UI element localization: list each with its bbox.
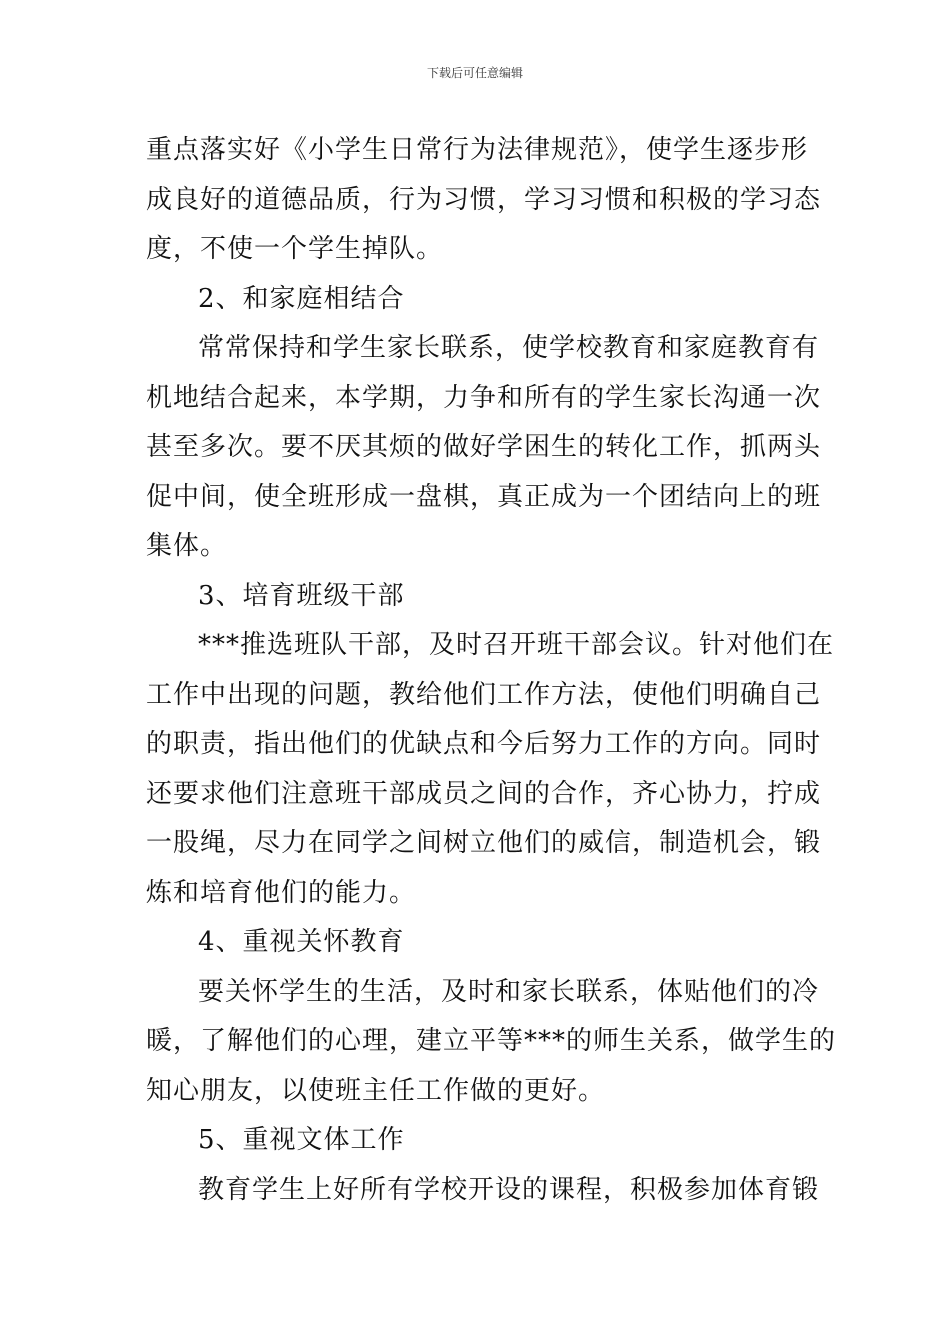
text-line: 一股绳，尽力在同学之间树立他们的威信，制造机会，锻 <box>146 828 822 858</box>
text-line: 重点落实好《小学生日常行为法律规范》，使学生逐步形 <box>146 135 809 165</box>
text-line: 机地结合起来，本学期，力争和所有的学生家长沟通一次 <box>146 382 822 413</box>
section-heading: 3、培育班级干部 <box>198 580 405 611</box>
text-line: 成良好的道德品质，行为习惯，学习习惯和积极的学习态 <box>146 184 822 215</box>
text-line: 度，不使一个学生掉队。 <box>146 234 444 264</box>
text-line: 促中间，使全班形成一盘棋，真正成为一个团结向上的班 <box>146 481 822 512</box>
text-line: 常常保持和学生家长联系，使学校教育和家庭教育有 <box>198 333 820 363</box>
text-line: 炼和培育他们的能力。 <box>146 877 417 908</box>
text-line: 工作中出现的问题，教给他们工作方法，使他们明确自己 <box>146 679 822 710</box>
text-line: 集体。 <box>146 531 228 561</box>
section-heading: 4、重视关怀教育 <box>198 927 405 957</box>
text-line: 的职责，指出他们的优缺点和今后努力工作的方向。同时 <box>146 729 822 759</box>
text-line: 教育学生上好所有学校开设的课程，积极参加体育锻 <box>198 1174 820 1205</box>
section-heading: 5、重视文体工作 <box>198 1125 405 1155</box>
text-line: 知心朋友，以使班主任工作做的更好。 <box>146 1075 606 1106</box>
section-heading: 2、和家庭相结合 <box>198 283 405 314</box>
text-line: 要关怀学生的生活，及时和家长联系，体贴他们的冷 <box>198 976 820 1007</box>
text-line: 还要求他们注意班干部成员之间的合作，齐心协力，拧成 <box>146 778 822 809</box>
page-header: 下载后可任意编辑 <box>426 66 523 80</box>
text-line: ***推选班队干部，及时召开班干部会议。针对他们在 <box>198 630 835 660</box>
document-body <box>146 126 837 1215</box>
text-line: 暖，了解他们的心理，建立平等***的师生关系，做学生的 <box>146 1026 837 1056</box>
text-line: 甚至多次。要不厌其烦的做好学困生的转化工作，抓两头 <box>146 432 822 462</box>
